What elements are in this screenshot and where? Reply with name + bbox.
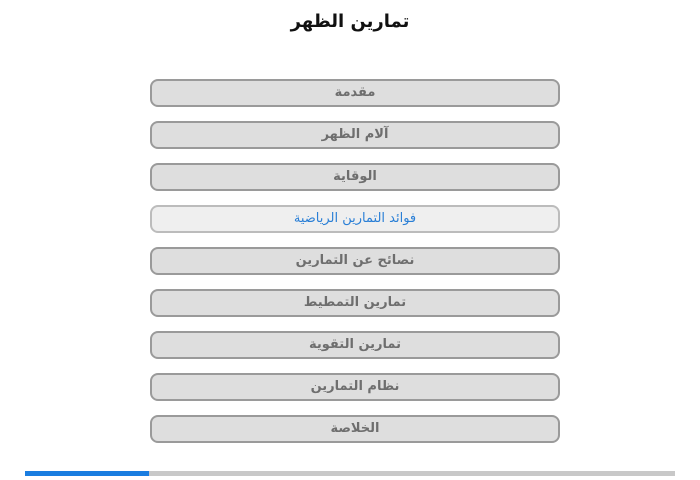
menu-item-summary[interactable]: الخلاصة (150, 415, 560, 443)
menu-item-stretching-exercises[interactable]: تمارين التمطيط (150, 289, 560, 317)
progress-bar-fill (25, 471, 149, 476)
section-menu (150, 79, 560, 457)
menu-item-strengthening-exercises[interactable]: تمارين التقوية (150, 331, 560, 359)
page-title: تمارين الظهر (290, 11, 410, 32)
menu-item-exercise-program[interactable]: نظام التمارين (150, 373, 560, 401)
menu-item-prevention[interactable]: الوقاية (150, 163, 560, 191)
menu-item-back-pain[interactable]: آلام الظهر (150, 121, 560, 149)
menu-item-exercise-tips[interactable]: نصائح عن التمارين (150, 247, 560, 275)
progress-bar (25, 471, 675, 476)
menu-item-introduction[interactable]: مقدمة (150, 79, 560, 107)
menu-item-exercise-benefits[interactable]: فوائد التمارين الرياضية (150, 205, 560, 233)
